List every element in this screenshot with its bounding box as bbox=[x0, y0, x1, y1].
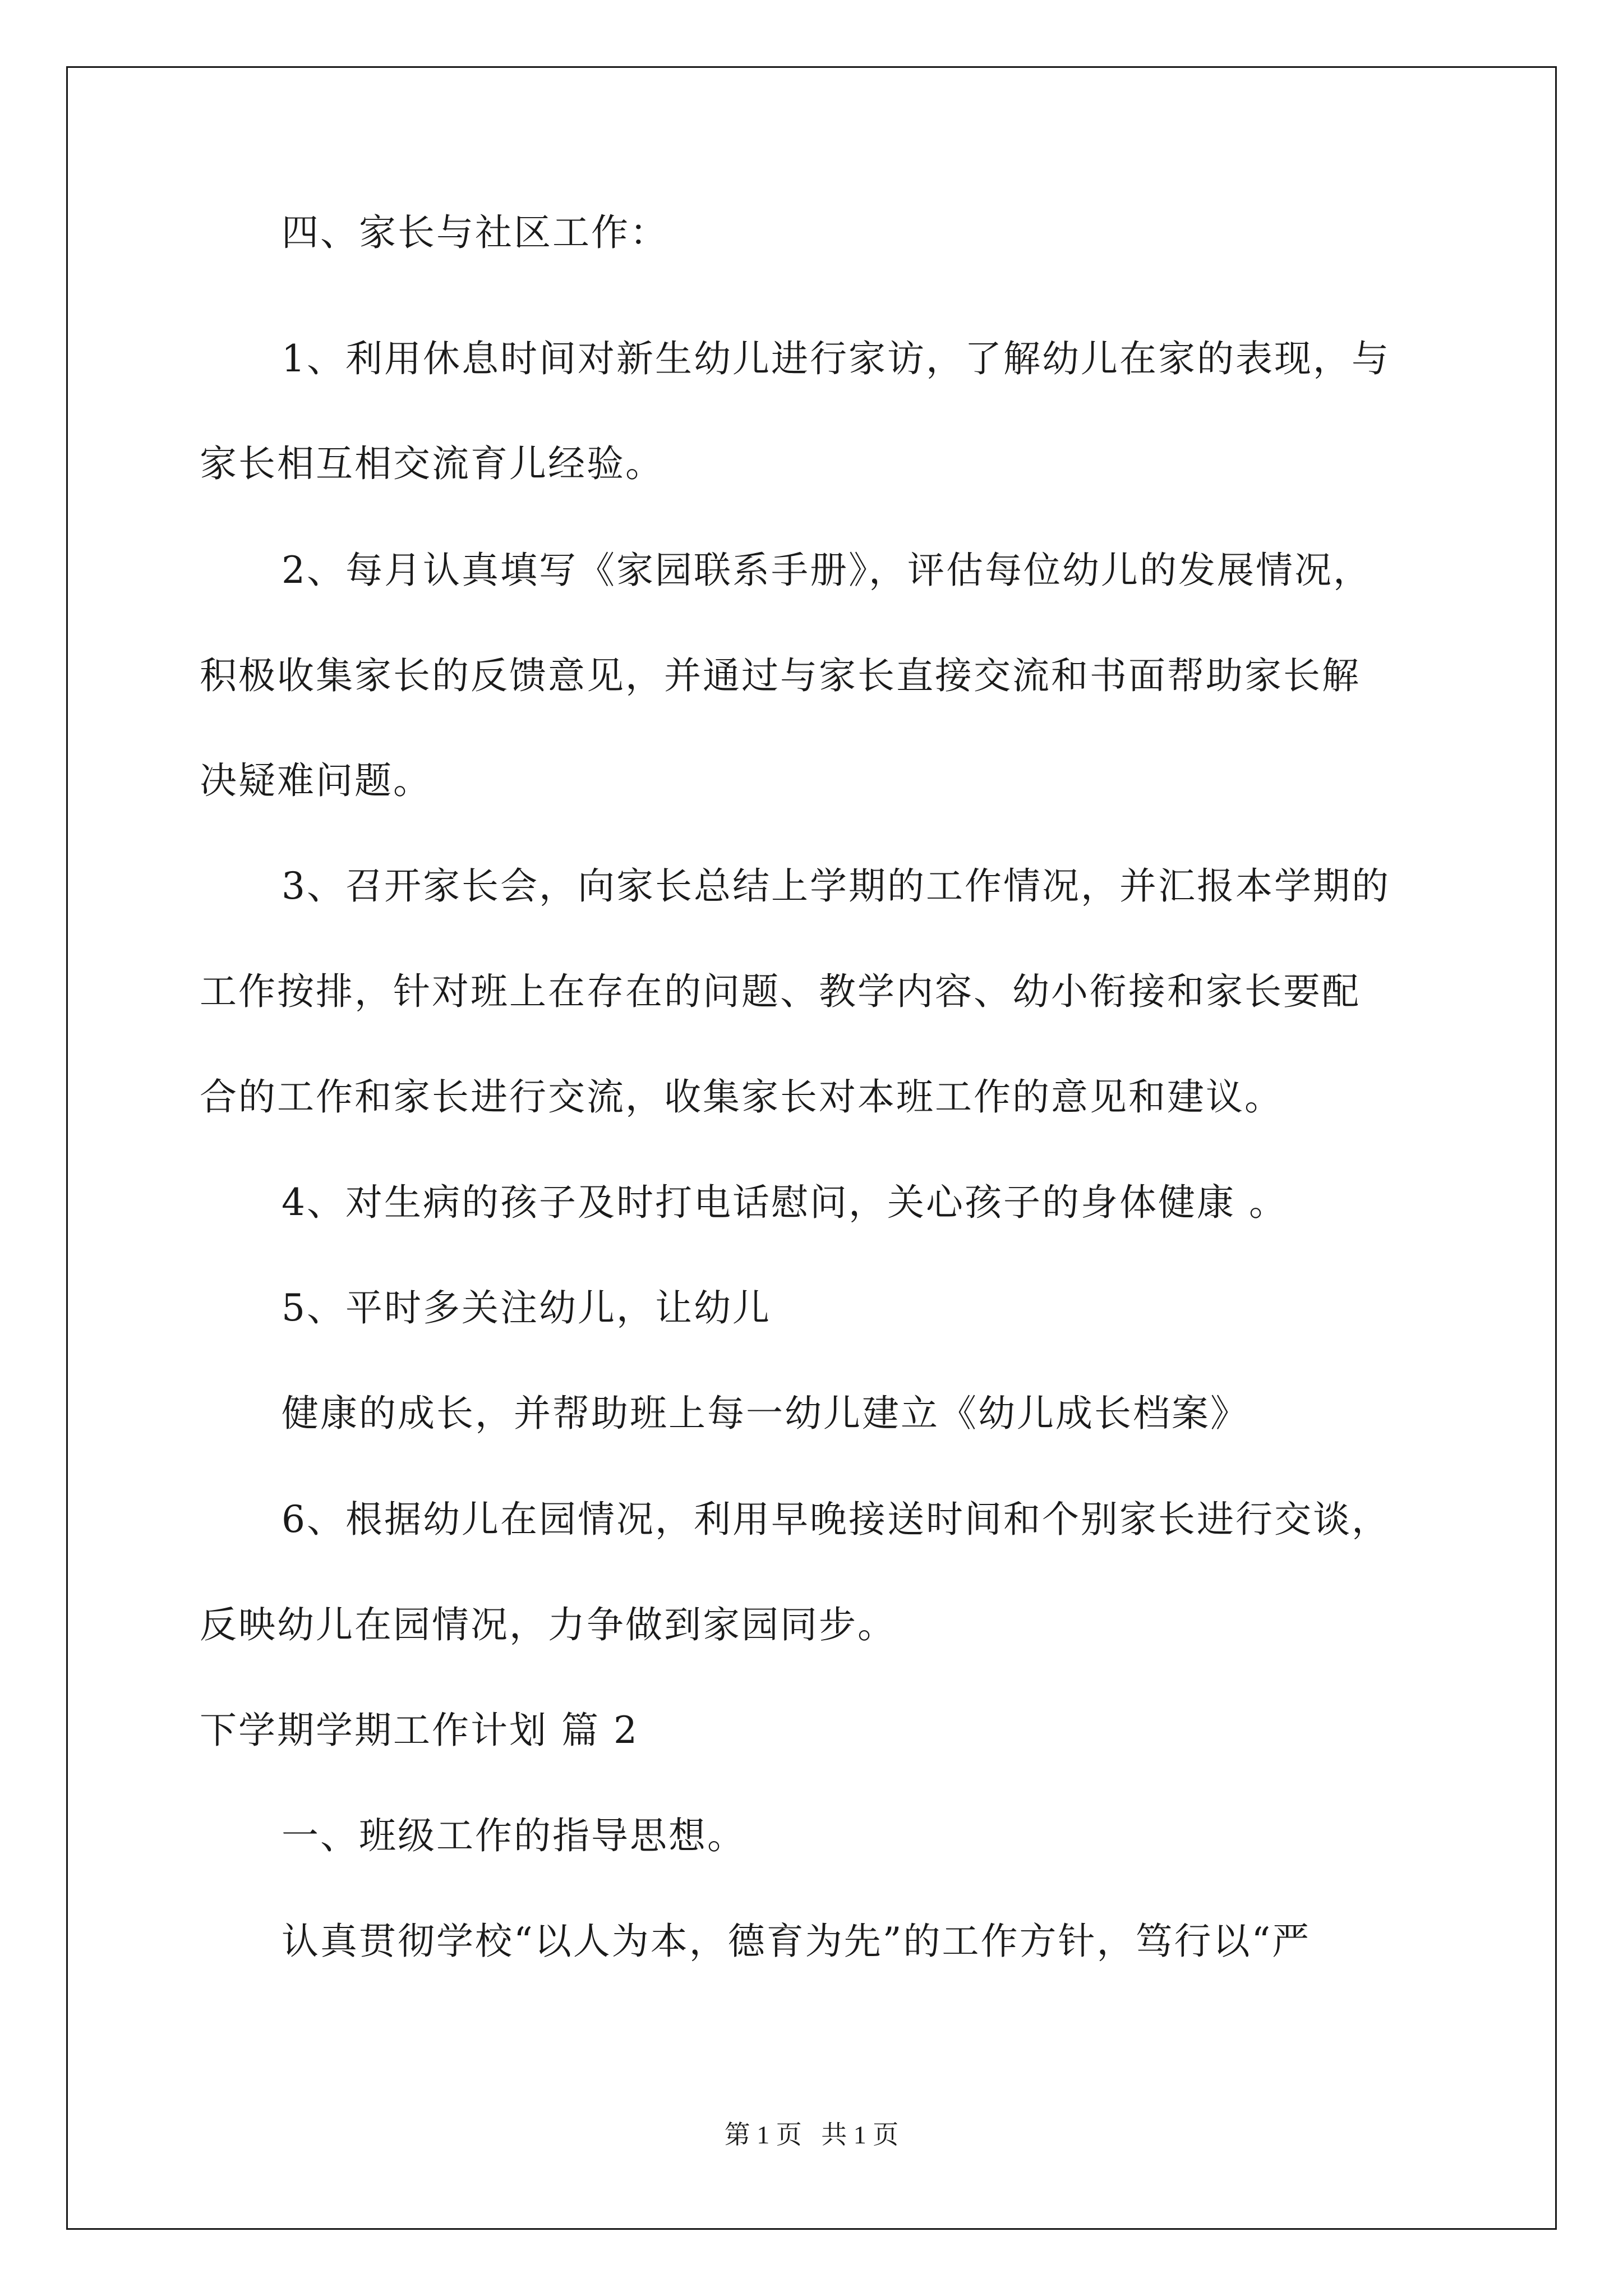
paragraph-line: 4、对生病的孩子及时打电话慰问，关心孩子的身体健康 。 bbox=[282, 1181, 1288, 1224]
paragraph-line: 1、利用休息时间对新生幼儿进行家访，了解幼儿在家的表现，与 bbox=[282, 337, 1390, 380]
paragraph-line: 健康的成长，并帮助班上每一幼儿建立《幼儿成长档案》 bbox=[282, 1392, 1249, 1435]
paragraph-line: 反映幼儿在园情况，力争做到家园同步。 bbox=[200, 1603, 896, 1646]
paragraph-line: 家长相互相交流育儿经验。 bbox=[200, 442, 664, 485]
paragraph-line: 一、班级工作的指导思想。 bbox=[282, 1814, 746, 1857]
section-title: 下学期学期工作计划 篇 2 bbox=[200, 1709, 639, 1752]
section-heading-parents-community: 四、家长与社区工作： bbox=[282, 211, 668, 254]
paragraph-line: 6、根据幼儿在园情况，利用早晚接送时间和个别家长进行交谈， bbox=[282, 1498, 1390, 1541]
paragraph-line: 5、平时多关注幼儿，让幼儿 bbox=[282, 1286, 771, 1329]
page-border bbox=[66, 66, 1557, 2230]
paragraph-line: 工作按排，针对班上在存在的问题、教学内容、幼小衔接和家长要配 bbox=[200, 970, 1361, 1013]
paragraph-line: 积极收集家长的反馈意见，并通过与家长直接交流和书面帮助家长解 bbox=[200, 654, 1361, 697]
paragraph-line: 3、召开家长会，向家长总结上学期的工作情况，并汇报本学期的 bbox=[282, 864, 1390, 908]
paragraph-line: 认真贯彻学校“以人为本，德育为先”的工作方针，笃行以“严 bbox=[282, 1920, 1311, 1963]
page-number-footer: 第 1 页 共 1 页 bbox=[724, 2120, 899, 2149]
paragraph-line: 合的工作和家长进行交流，收集家长对本班工作的意见和建议。 bbox=[200, 1075, 1283, 1119]
paragraph-line: 2、每月认真填写《家园联系手册》，评估每位幼儿的发展情况， bbox=[282, 549, 1372, 592]
paragraph-line: 决疑难问题。 bbox=[200, 759, 432, 802]
